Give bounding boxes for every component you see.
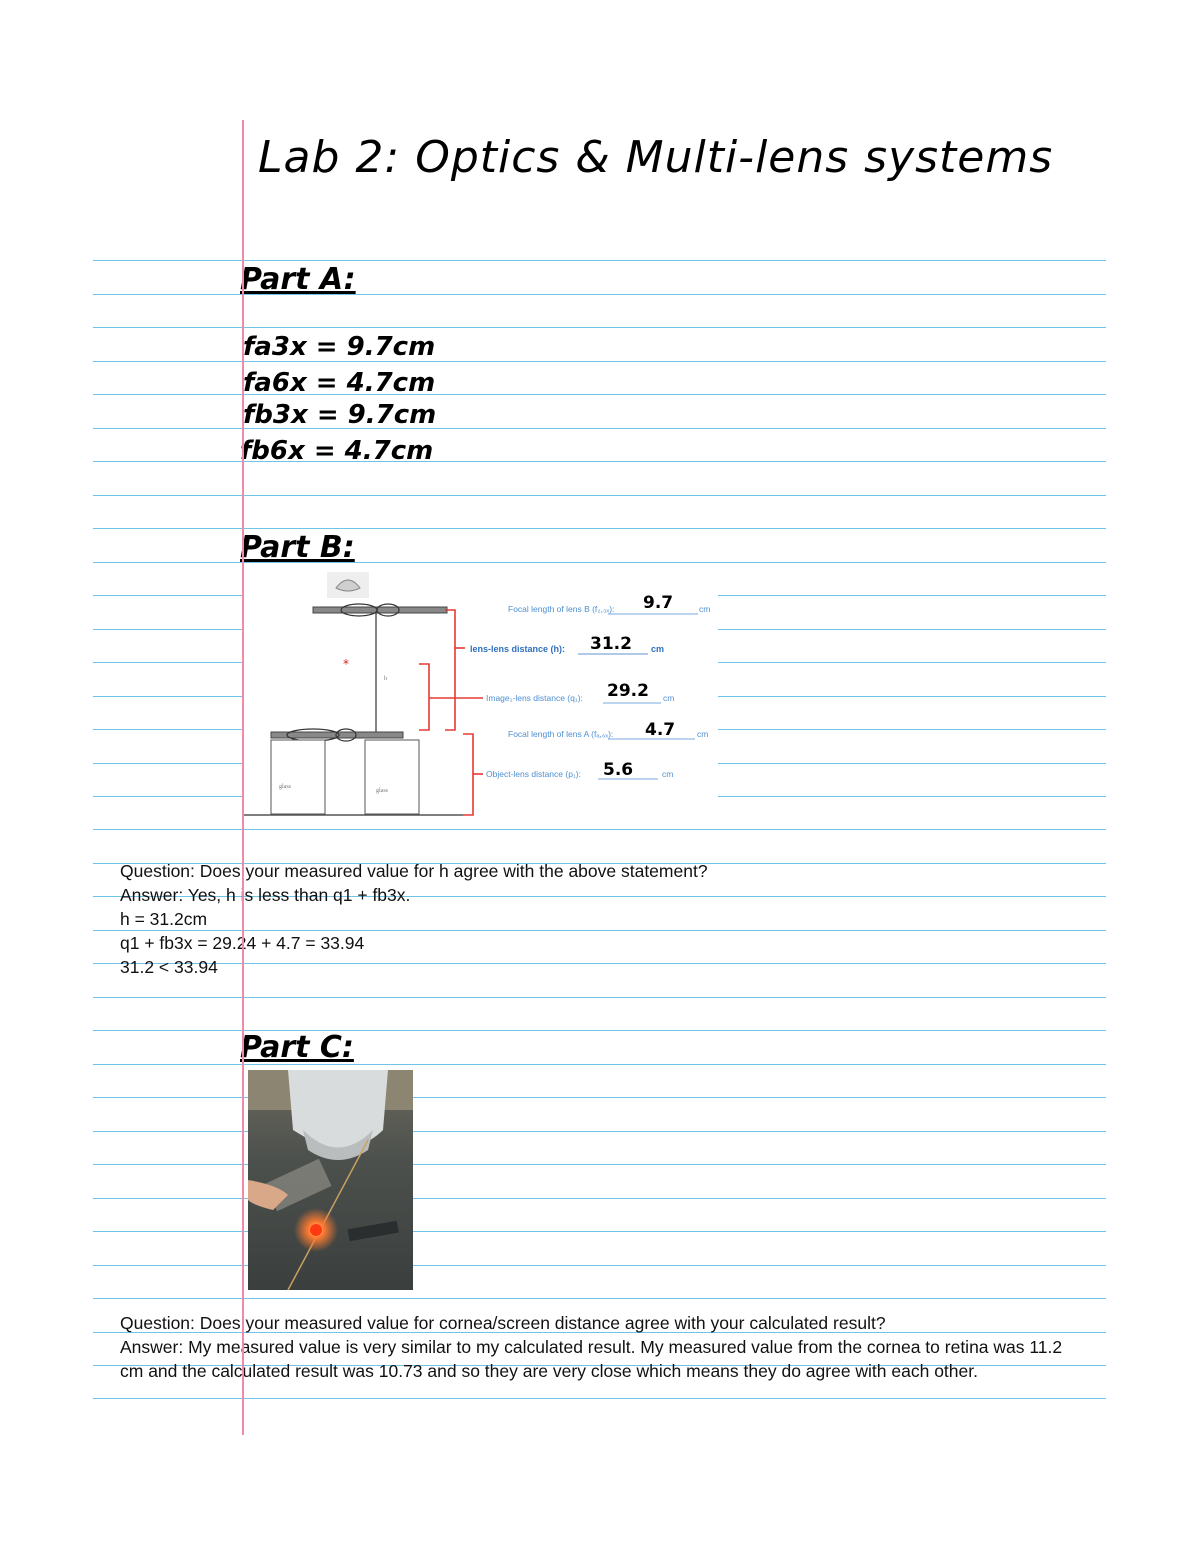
margin-line [242,120,244,1435]
unit-label: cm [699,604,711,614]
glass-label: glass [279,784,291,790]
h-marker: h [384,676,387,682]
focal-a-label: Focal length of lens A (fₐ,₆ₓ): [508,729,614,739]
part-a-line: fa3x = 9.7cm [243,332,436,362]
part-a-heading: Part A: [240,262,356,297]
lens-diagram-svg [243,572,718,820]
lens-distance-label: lens-lens distance (h): [470,644,566,654]
part-b-heading: Part B: [240,530,355,565]
unit-label: cm [651,644,665,654]
part-b-question: Question: Does your measured value for h agree with the above statement? [120,861,708,881]
focal-a-value: 4.7 [645,720,676,740]
unit-label: cm [697,729,709,739]
part-c-answer: Answer: My measured value is very similar to my calculated result. My measured value from the cornea to retina was 11.2 cm and the calculated result was 10.73 and so they are very close which means they do agree with each other. [120,1337,1063,1381]
lab-setup-photo [248,1070,413,1290]
focal-b-value: 9.7 [643,593,674,613]
object-marker: * [343,657,349,671]
lens-distance-value: 31.2 [590,634,632,654]
calc-line: q1 + fb3x = 29.24 + 4.7 = 33.94 [120,933,365,953]
part-a-line: fb6x = 4.7cm [240,436,434,466]
part-a-line: fb3x = 9.7cm [243,400,437,430]
eye-icon [327,572,369,598]
calc-line: h = 31.2cm [120,909,208,929]
part-c-heading: Part C: [240,1030,354,1065]
lens-b-assembly [313,604,447,732]
measurement-brackets [419,610,483,815]
part-c-question: Question: Does your measured value for cornea/screen distance agree with your calculated result? [120,1313,886,1333]
object-distance-value: 5.6 [603,760,634,780]
lens-a-assembly [271,729,403,741]
part-b-answer: Answer: Yes, h is less than q1 + fb3x. [120,885,411,905]
part-a-line: fa6x = 4.7cm [243,368,436,398]
glass-left [271,740,325,814]
lens-diagram [243,572,718,820]
unit-label: cm [663,693,675,703]
image-distance-value: 29.2 [607,681,649,701]
calc-line: 31.2 < 33.94 [120,957,218,977]
image-distance-label: Image₁-lens distance (q₁): [486,693,583,703]
focal-b-label: Focal length of lens B (f₂,₃ₓ): [508,604,615,614]
glass-right [365,740,419,814]
glass-label: glass [376,788,388,794]
page-title: Lab 2: Optics & Multi-lens systems [258,132,1054,183]
unit-label: cm [662,769,674,779]
object-distance-label: Object-lens distance (p₁): [486,769,581,779]
